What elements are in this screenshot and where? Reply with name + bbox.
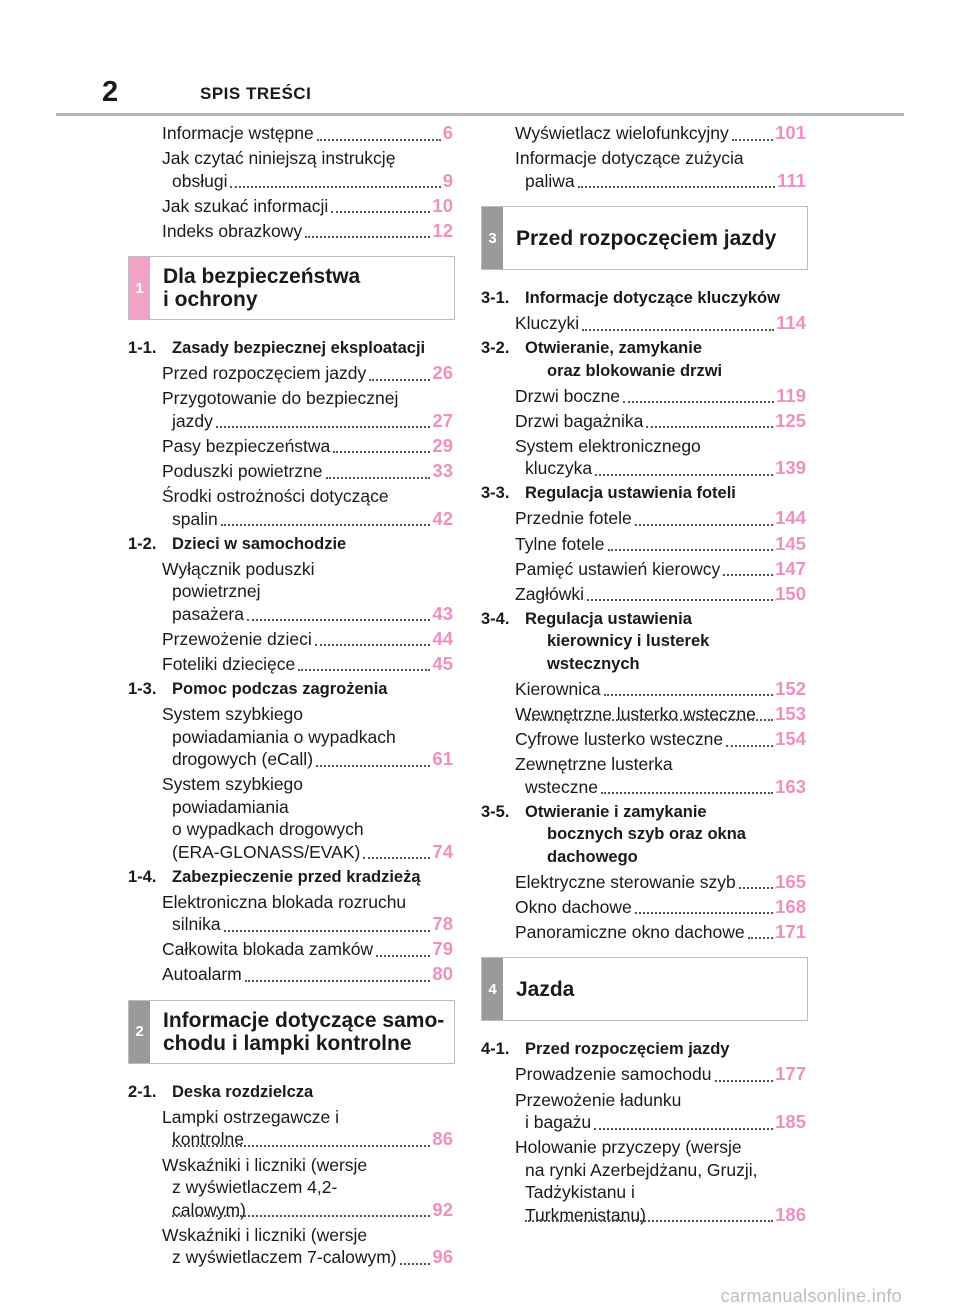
toc-entry-title: Zagłówki — [515, 583, 585, 604]
toc-page-link[interactable]: 163 — [775, 775, 806, 797]
toc-entry-title: System elektronicznego — [515, 435, 701, 456]
toc-leader-dots — [646, 426, 773, 428]
subsection-heading — [478, 801, 808, 869]
toc-page-link[interactable]: 26 — [432, 362, 453, 384]
toc-entry[interactable] — [478, 1089, 808, 1134]
toc-entry-title: Jak czytać niniejszą instrukcję — [162, 148, 396, 169]
toc-leader-dots — [317, 139, 441, 141]
toc-leader-dots — [715, 1080, 774, 1082]
toc-entry-title-cont: o wypadkach drogowych — [172, 819, 364, 840]
toc-entry[interactable] — [125, 220, 455, 243]
toc-entry[interactable] — [125, 628, 455, 651]
toc-entry-title: Poduszki powietrzne — [162, 461, 323, 482]
toc-entry-title-cont: drogowych (eCall) — [172, 749, 314, 770]
subsection-heading — [478, 482, 808, 505]
toc-entry-title-cont: obsługi — [172, 170, 228, 191]
toc-entry-title-cont: spalin — [172, 508, 218, 529]
toc-page-link[interactable]: 29 — [432, 434, 453, 456]
toc-entry[interactable] — [478, 410, 808, 433]
toc-page-link[interactable]: 177 — [775, 1063, 806, 1085]
toc-entry[interactable] — [125, 460, 455, 483]
subsection-title: Otwieranie i zamykanie — [525, 802, 707, 821]
section-number-tab: 3 — [482, 207, 503, 269]
section-header — [481, 957, 808, 1021]
toc-entry-title: Holowanie przyczepy (wersje — [515, 1137, 742, 1158]
toc-page-link[interactable]: 9 — [442, 169, 453, 191]
toc-entry-title: Środki ostrożności dotyczące — [162, 486, 389, 507]
toc-entry-title-cont: z wyświetlaczem 7-calowym) — [172, 1247, 397, 1268]
toc-leader-dots — [623, 401, 774, 403]
subsection-title: Przed rozpoczęciem jazdy — [525, 1040, 730, 1059]
toc-entry[interactable] — [125, 938, 455, 961]
toc-page-link[interactable]: 114 — [776, 312, 806, 334]
subsection-heading — [478, 337, 808, 382]
toc-entry-title: Cyfrowe lusterko wsteczne — [515, 729, 724, 750]
toc-entry[interactable] — [125, 653, 455, 676]
toc-entry-title: Wskaźniki i liczniki (wersje — [162, 1154, 368, 1175]
toc-entry-title: Przednie fotele — [515, 508, 632, 529]
section-title — [516, 207, 776, 269]
toc-page-link[interactable]: 10 — [432, 194, 453, 216]
section-title-line: Przed rozpoczęciem jazdy — [516, 226, 777, 250]
toc-entry-title-cont: Tadżykistanu i Turkmenistanu) — [525, 1182, 646, 1225]
toc-leader-dots — [635, 912, 773, 914]
toc-leader-dots — [601, 792, 773, 794]
toc-entry-title: Panoramiczne okno dachowe — [515, 921, 745, 942]
subsection-title: Otwieranie, zamykanie — [525, 339, 702, 358]
subsection-number: 3-4. — [481, 609, 510, 628]
toc-entry-title-cont: na rynki Azerbejdżanu, Gruzji, — [525, 1159, 758, 1180]
toc-entry-title: Jak szukać informacji — [162, 195, 329, 216]
toc-leader-dots — [726, 745, 773, 747]
toc-entry-title: Pamięć ustawień kierowcy — [515, 558, 721, 579]
toc-page-link[interactable]: 92 — [432, 1198, 453, 1220]
toc-page-link[interactable]: 152 — [775, 677, 806, 699]
toc-entry-title-cont: pasażera — [172, 603, 244, 624]
section-title-text — [516, 978, 574, 1001]
subsection-heading — [125, 866, 455, 889]
subsection-title-cont: wstecznych — [547, 654, 640, 673]
section-title-line: Jazda — [516, 977, 575, 1001]
toc-entry-title: Wyświetlacz wielofunkcyjny — [515, 123, 729, 143]
toc-entry-title: Przygotowanie do bezpiecznej — [162, 388, 399, 409]
toc-leader-dots — [525, 719, 773, 721]
toc-page-link[interactable]: 33 — [432, 460, 453, 482]
toc-entry[interactable] — [478, 678, 808, 701]
toc-page-link[interactable]: 147 — [775, 557, 806, 579]
toc-page-link[interactable]: 153 — [775, 702, 806, 724]
toc-left-column — [125, 122, 455, 1271]
toc-entry[interactable] — [125, 703, 455, 771]
toc-page-link[interactable]: 125 — [775, 409, 806, 431]
toc-entry[interactable] — [125, 387, 455, 432]
toc-entry[interactable] — [125, 147, 455, 192]
subsection-heading — [125, 533, 455, 556]
toc-leader-dots — [221, 524, 431, 526]
toc-entry-title: Przed rozpoczęciem jazdy — [162, 363, 367, 384]
toc-entry[interactable] — [478, 583, 808, 606]
toc-entry-title: Wskaźniki i liczniki (wersje — [162, 1224, 368, 1245]
section-title-text — [163, 265, 360, 311]
section-title-line: chodu i lampki kontrolne — [163, 1031, 412, 1055]
subsection-heading — [125, 1081, 455, 1104]
toc-leader-dots — [739, 887, 773, 889]
toc-entry-title: Kluczyki — [515, 313, 580, 334]
toc-entry[interactable] — [125, 362, 455, 385]
toc-entry-title: Całkowita blokada zamków — [162, 939, 374, 960]
toc-entry-title: Foteliki dziecięce — [162, 653, 296, 674]
subsection-number: 2-1. — [128, 1082, 157, 1101]
toc-entry[interactable] — [125, 122, 455, 145]
toc-entry-title: Pasy bezpieczeństwa — [162, 435, 331, 456]
section-title — [163, 1001, 444, 1063]
page-title: SPIS TREŚCI — [200, 84, 312, 103]
toc-leader-dots — [578, 186, 776, 188]
toc-entry[interactable] — [478, 147, 808, 192]
section-header — [128, 256, 455, 320]
toc-page-link[interactable]: 27 — [432, 409, 453, 431]
toc-entry-title-cont: (ERA-GLONASS/EVAK) — [172, 841, 361, 862]
section-title-line: Informacje dotyczące samo- — [163, 1008, 445, 1032]
toc-leader-dots — [400, 1263, 431, 1265]
toc-page-link[interactable]: 12 — [432, 219, 453, 241]
section-title — [163, 257, 360, 319]
toc-page-link[interactable]: 150 — [775, 582, 806, 604]
toc-page-link[interactable]: 144 — [775, 507, 806, 529]
subsection-number: 1-3. — [128, 680, 157, 699]
toc-page-link[interactable]: 185 — [775, 1111, 806, 1132]
toc-page-link[interactable]: 139 — [775, 457, 806, 479]
toc-entry[interactable] — [478, 703, 808, 726]
section-number-tab: 1 — [129, 257, 150, 319]
toc-page-link[interactable]: 79 — [432, 938, 453, 960]
subsection-heading — [478, 287, 808, 310]
toc-page-link[interactable]: 165 — [775, 870, 806, 892]
toc-entry-title: System szybkiego powiadamiania — [162, 774, 304, 817]
toc-leader-dots — [316, 765, 430, 767]
toc-entry-title: Elektryczne sterowanie szyb — [515, 871, 736, 892]
toc-entry-title-cont: z wyświetlaczem 4,2-calowym) — [172, 1177, 338, 1220]
section-title-text — [516, 227, 776, 250]
subsection-title: Regulacja ustawienia foteli — [525, 484, 736, 503]
toc-entry-title-cont: silnika — [172, 914, 221, 935]
toc-entry[interactable] — [478, 753, 808, 798]
toc-entry-title: Drzwi boczne — [515, 385, 621, 406]
toc-leader-dots — [326, 477, 431, 479]
toc-entry[interactable] — [478, 728, 808, 751]
toc-leader-dots — [298, 669, 430, 671]
subsection-title-cont: dachowego — [547, 847, 638, 866]
subsection-heading — [478, 608, 808, 676]
toc-entry[interactable] — [125, 773, 455, 863]
toc-leader-dots — [315, 644, 431, 646]
toc-entry[interactable] — [478, 896, 808, 919]
toc-entry-title: Drzwi bagażnika — [515, 410, 644, 431]
toc-entry-title: Zewnętrzne lusterka — [515, 754, 673, 775]
section-title-line: Dla bezpieczeństwa — [163, 265, 361, 289]
toc-page-link[interactable]: 6 — [442, 122, 453, 143]
section-title-text — [163, 1009, 444, 1055]
toc-entry-title: Prowadzenie samochodu — [515, 1064, 712, 1085]
toc-entry-title: System szybkiego — [162, 704, 304, 725]
toc-leader-dots — [245, 980, 431, 982]
toc-leader-dots — [230, 186, 440, 188]
toc-page-link[interactable]: 86 — [432, 1128, 453, 1150]
toc-leader-dots — [604, 694, 774, 696]
toc-entry-title: Kierownica — [515, 678, 601, 699]
toc-page-link[interactable]: 80 — [432, 963, 453, 985]
toc-entry-title-cont: i bagażu — [525, 1112, 592, 1132]
subsection-number: 1-1. — [128, 339, 157, 358]
toc-entry-title-cont: paliwa — [525, 170, 575, 191]
toc-leader-dots — [224, 930, 431, 932]
toc-entry[interactable] — [125, 891, 455, 936]
subsection-title-cont: bocznych szyb oraz okna — [547, 825, 746, 844]
subsection-heading — [125, 337, 455, 360]
toc-entry[interactable] — [478, 507, 808, 530]
toc-leader-dots — [748, 937, 774, 939]
toc-entry[interactable] — [125, 1224, 455, 1269]
toc-leader-dots — [363, 857, 430, 859]
toc-entry-title: Elektroniczna blokada rozruchu — [162, 891, 407, 912]
toc-entry-title-cont: powiadamiania o wypadkach — [172, 726, 396, 747]
subsection-title: Regulacja ustawienia — [525, 609, 692, 628]
toc-entry[interactable] — [125, 963, 455, 986]
toc-leader-dots — [723, 574, 773, 576]
toc-entry[interactable] — [478, 558, 808, 581]
toc-page-link[interactable]: 45 — [432, 652, 453, 674]
toc-page-link[interactable]: 61 — [432, 748, 453, 770]
toc-entry[interactable] — [125, 435, 455, 458]
toc-leader-dots — [608, 549, 774, 551]
toc-page-link[interactable]: 101 — [775, 122, 806, 143]
toc-entry-title: Informacje dotyczące zużycia — [515, 148, 744, 169]
toc-entry-title: Wyłącznik poduszki powietrznej — [162, 558, 315, 602]
toc-page-link[interactable]: 145 — [775, 532, 806, 554]
toc-entry[interactable] — [478, 435, 808, 480]
toc-leader-dots — [331, 211, 430, 213]
toc-entry[interactable] — [125, 195, 455, 218]
toc-page-link[interactable]: 111 — [777, 169, 806, 191]
toc-entry-title: Okno dachowe — [515, 896, 632, 917]
subsection-heading — [478, 1038, 808, 1061]
subsection-title-cont: kierownicy i lusterek — [547, 632, 710, 651]
toc-entry[interactable] — [478, 312, 808, 335]
subsection-number: 3-5. — [481, 802, 510, 821]
toc-page-link[interactable]: 96 — [432, 1246, 453, 1268]
toc-entry-title: Informacje wstępne — [162, 123, 314, 143]
toc-entry[interactable] — [478, 122, 808, 145]
toc-entry-title: Przewożenie ładunku — [515, 1089, 682, 1110]
toc-page-link[interactable]: 78 — [432, 913, 453, 935]
toc-entry-title-cont: wsteczne — [525, 776, 598, 797]
toc-leader-dots — [732, 139, 773, 141]
toc-page-link[interactable]: 171 — [775, 920, 806, 942]
toc-entry-title-cont: kluczyka — [525, 458, 593, 479]
page-number: 2 — [102, 76, 119, 108]
toc-leader-dots — [216, 426, 431, 428]
section-title-line: i ochrony — [163, 288, 258, 312]
toc-leader-dots — [376, 955, 430, 957]
toc-entry[interactable] — [478, 385, 808, 408]
subsection-title: Zabezpieczenie przed kradzieżą — [172, 867, 421, 886]
toc-leader-dots — [582, 329, 774, 331]
toc-entry-title: Autoalarm — [162, 964, 242, 985]
toc-page-link[interactable]: 74 — [432, 840, 453, 862]
toc-page-link[interactable]: 119 — [776, 384, 806, 406]
subsection-number: 1-2. — [128, 534, 157, 553]
toc-entry[interactable] — [125, 1154, 455, 1222]
toc-entry-title: Wewnętrzne lusterko wsteczne — [515, 703, 756, 724]
toc-entry-title: Lampki ostrzegawcze i kontrolne — [162, 1106, 340, 1150]
subsection-heading — [125, 678, 455, 701]
toc-leader-dots — [172, 1215, 430, 1217]
section-number-tab: 4 — [482, 958, 503, 1020]
subsection-title-cont: oraz blokowanie drzwi — [547, 361, 723, 380]
watermark: carmanualsonline.info — [720, 1286, 902, 1306]
subsection-title: Zasady bezpiecznej eksploatacji — [172, 339, 426, 358]
toc-leader-dots — [305, 236, 430, 238]
toc-leader-dots — [525, 1220, 773, 1222]
section-header — [128, 1000, 455, 1064]
toc-page-link[interactable]: 186 — [775, 1203, 806, 1225]
section-title — [516, 958, 574, 1020]
toc-leader-dots — [594, 1128, 773, 1130]
toc-entry-title: Tylne fotele — [515, 533, 605, 554]
toc-entry[interactable] — [478, 1136, 808, 1226]
toc-page-link[interactable]: 44 — [432, 627, 453, 649]
toc-page-link[interactable]: 168 — [775, 895, 806, 917]
subsection-title: Dzieci w samochodzie — [172, 534, 347, 553]
toc-leader-dots — [635, 524, 773, 526]
toc-page-link[interactable]: 154 — [775, 728, 806, 750]
header-rule — [56, 113, 904, 116]
subsection-number: 4-1. — [481, 1040, 510, 1059]
toc-page-link[interactable]: 43 — [432, 602, 453, 624]
toc-entry[interactable] — [478, 533, 808, 556]
toc-leader-dots — [172, 1145, 430, 1147]
toc-entry[interactable] — [125, 485, 455, 530]
subsection-title: Pomoc podczas zagrożenia — [172, 680, 388, 699]
toc-right-column — [478, 122, 808, 1229]
section-header — [481, 206, 808, 270]
toc-entry-title: Przewożenie dzieci — [162, 628, 312, 649]
toc-leader-dots — [333, 451, 430, 453]
toc-entry[interactable] — [478, 921, 808, 944]
subsection-number: 3-2. — [481, 339, 510, 358]
toc-entry[interactable] — [478, 1063, 808, 1086]
toc-page-link[interactable]: 42 — [432, 507, 453, 529]
subsection-number: 1-4. — [128, 867, 157, 886]
toc-leader-dots — [247, 619, 430, 621]
subsection-title: Deska rozdzielcza — [172, 1082, 314, 1101]
subsection-title: Informacje dotyczące kluczyków — [525, 289, 780, 308]
subsection-number: 3-1. — [481, 289, 510, 308]
toc-entry[interactable] — [125, 558, 455, 626]
toc-entry[interactable] — [478, 871, 808, 894]
toc-leader-dots — [595, 474, 773, 476]
section-number-tab: 2 — [129, 1001, 150, 1063]
toc-entry-title-cont: jazdy — [172, 410, 213, 431]
toc-entry-title: Indeks obrazkowy — [162, 220, 303, 241]
toc-entry[interactable] — [125, 1106, 455, 1151]
toc-leader-dots — [587, 599, 773, 601]
toc-leader-dots — [369, 379, 430, 381]
subsection-number: 3-3. — [481, 484, 510, 503]
